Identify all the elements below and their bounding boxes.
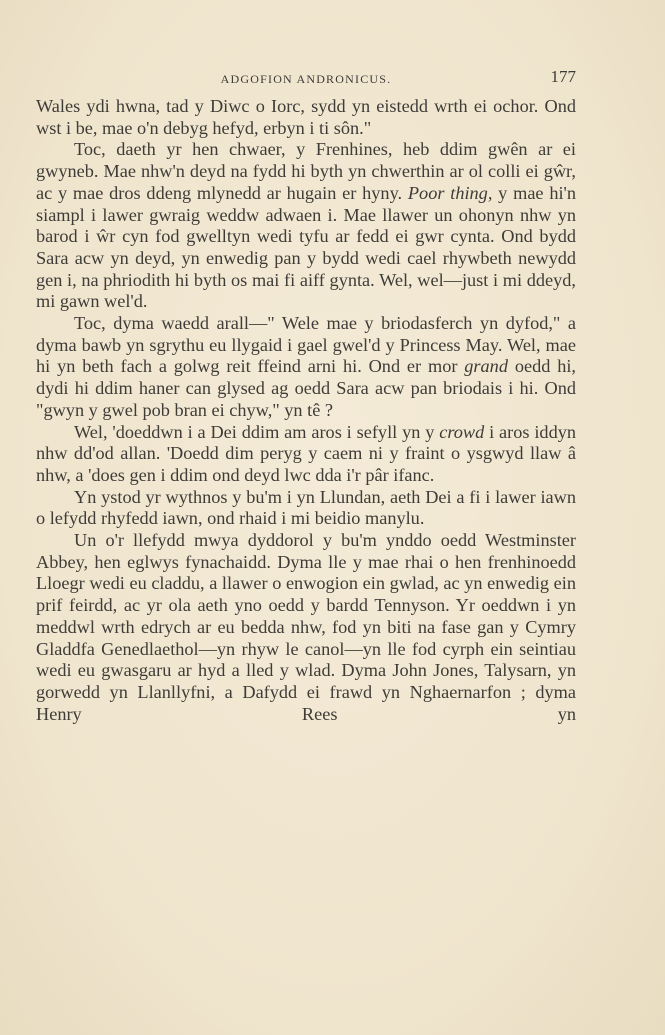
paragraph <box>36 139 576 313</box>
paragraph <box>36 96 576 139</box>
text-run: oedd hi, dydi hi ddim haner can glysed ag oedd Sara acw pan briodais i hi. Ond "gwyn y gwel pob bran ei chyw," yn tê ? <box>36 356 576 420</box>
text-run: Wel, 'doeddwn i a Dei ddim am aros i sefyll yn y <box>74 421 440 442</box>
text-run: Un o'r llefydd mwya dyddorol y bu'm ynddo oedd Westminster Abbey, hen eglwys fynachaidd. Dyma lle y mae rhai o hen frenhinoedd Lloegr wedi eu claddu, a llawer o enwogion ein gwlad, ac yn enwedig ein prif feirdd, ac yr ola aeth yno oedd y bardd Tennyson. Yr oeddwn i yn meddwl wrth edrych ar eu bedda nhw, fod yn biti na fase gan y Cymry Gladdfa Genedlaethol—yn rhyw le canol—yn lle fod cyrph ein seintiau wedi eu gwasgaru ar hyd a lled y wlad. Dyma John Jones, Talysarn, yn gorwedd yn Llanllyfni, a Dafydd ei frawd yn Nghaernarfon ; dyma Henry Rees yn <box>36 530 576 724</box>
text-run: y mae hi'n siampl i lawer gwraig weddw adwaen i. Mae llawer un ohonyn nhw yn barod i ŵr cyn fod gwelltyn wedi tyfu ar fedd ei gwr cynta. Ond bydd Sara acw yn deyd, yn enwedig pan y bydd wedi cael rhywbeth newydd gen i, na phriodith hi byth os mai fi aiff gynta. Wel, wel—just i mi ddeyd, mi gawn wel'd. <box>36 182 576 312</box>
running-title: ADGOFION ANDRONICUS. <box>220 72 392 86</box>
paragraph <box>36 313 576 422</box>
paragraph <box>36 422 576 487</box>
text-run: i aros iddyn nhw dd'od allan. 'Doedd dim peryg y caem ni y fraint o ysgwyd llaw â nhw, a 'does gen i ddim ond deyd lwc dda i'r pâr ifanc. <box>36 421 576 485</box>
text-run: Wales ydi hwna, tad y Diwc o Iorc, sydd yn eistedd wrth ei ochor. Ond wst i be, mae o'n debyg hefyd, erbyn i ti sôn." <box>36 96 576 138</box>
italic-phrase: Poor thing, <box>407 182 493 203</box>
text-run: Toc, daeth yr hen chwaer, y Frenhines, heb ddim gwên ar ei gwyneb. Mae nhw'n deyd na fydd hi byth yn chwerthin ar ol colli ei gŵr, ac y mae dros ddeng mlynedd ar hugain er hyny. <box>36 139 576 203</box>
page-number: 177 <box>550 67 576 86</box>
italic-phrase: grand <box>464 356 508 377</box>
italic-phrase: crowd <box>439 421 485 442</box>
paragraph <box>36 530 576 725</box>
text-run: Toc, dyma waedd arall—" Wele mae y briodasferch yn dyfod," a dyma bawb yn sgrythu eu llygaid i gael gwel'd y Princess May. Wel, mae hi yn beth fach a golwg reit ffeind arni hi. Ond er mor <box>36 313 576 377</box>
text-run: Yn ystod yr wythnos y bu'm i yn Llundan, aeth Dei a fi i lawer iawn o lefydd rhyfedd iawn, ond rhaid i mi beidio manylu. <box>36 486 576 529</box>
body-text <box>36 96 576 725</box>
page-header <box>36 66 576 90</box>
paragraph <box>36 487 576 530</box>
